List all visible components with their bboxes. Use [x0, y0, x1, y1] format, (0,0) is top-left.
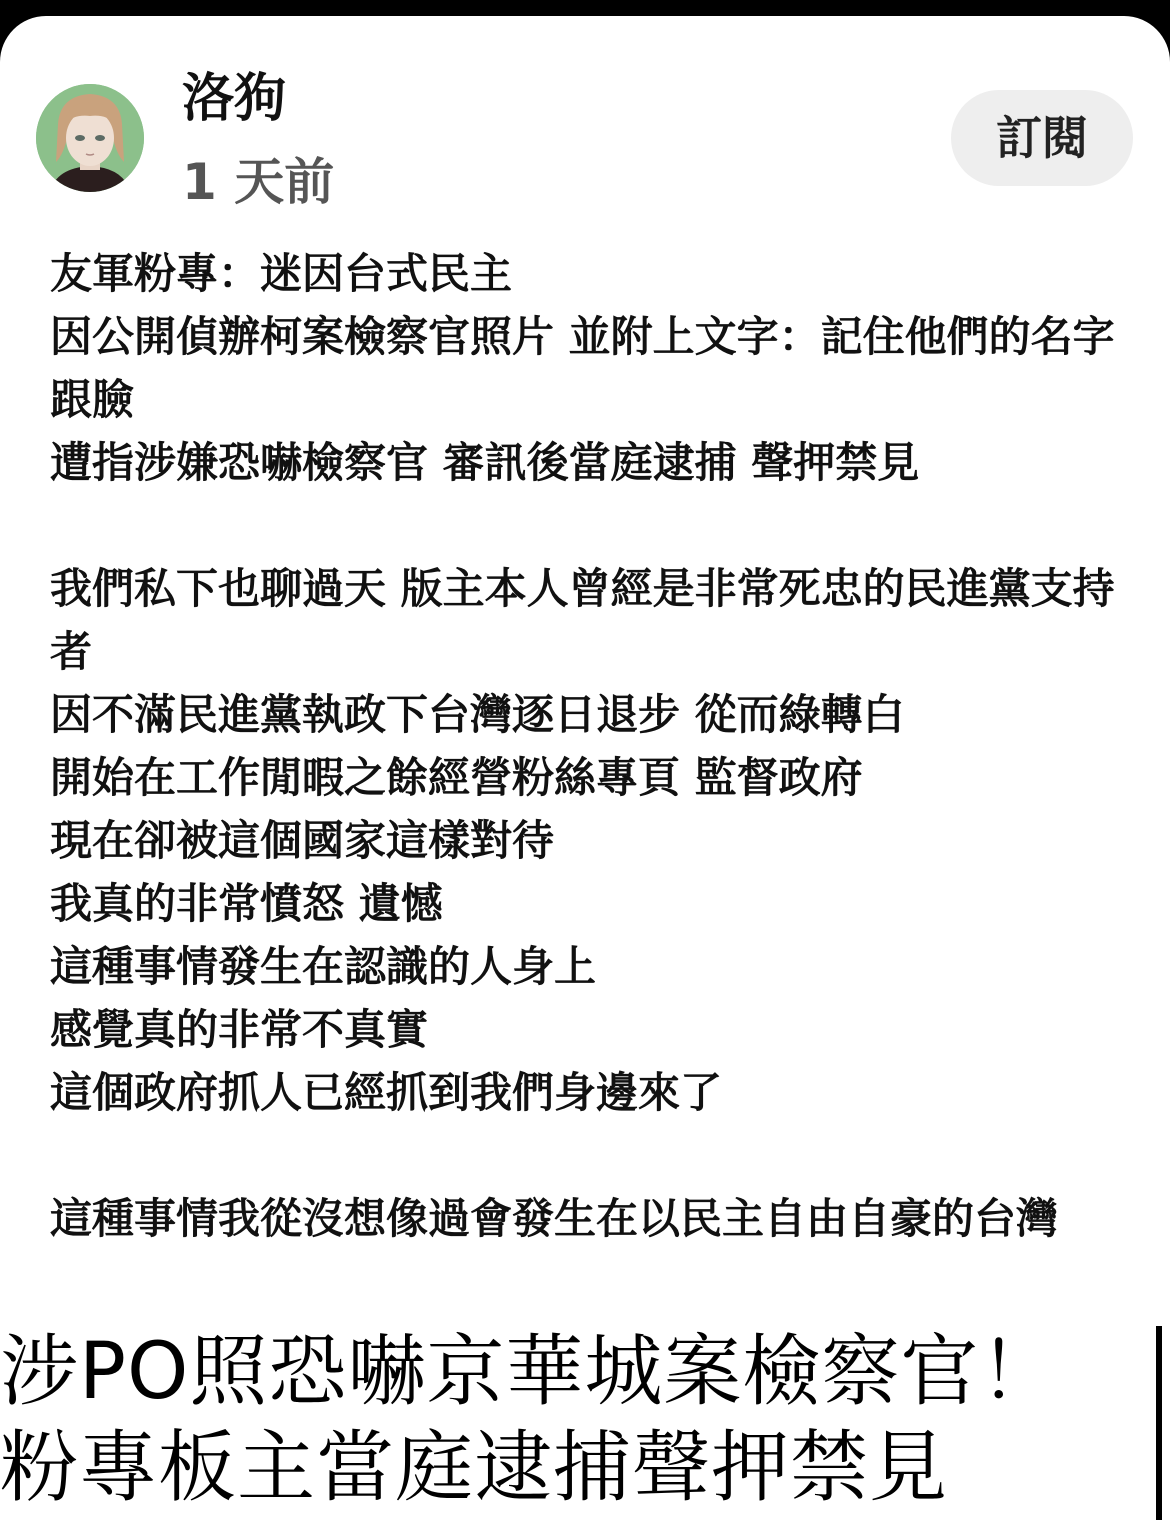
author-name[interactable]: 洛狗: [182, 69, 287, 129]
avatar-image: [36, 84, 144, 192]
avatar[interactable]: [36, 84, 144, 192]
edge-divider: [1156, 1326, 1162, 1520]
post-line: 我真的非常憤怒 遺憾: [50, 879, 443, 928]
post-line: 因公開偵辦柯案檢察官照片 並附上文字：記住他們的名字跟臉: [50, 312, 1115, 424]
post-line: 這種事情我從沒想像過會發生在以民主自由自豪的台灣: [50, 1194, 1059, 1243]
post-line: 現在卻被這個國家這樣對待: [50, 816, 555, 865]
post-body: [50, 242, 1130, 1250]
post-card: [0, 16, 1170, 1520]
paragraph-spacer: [50, 1124, 1130, 1187]
post-timestamp: 1 天前: [182, 153, 335, 211]
paragraph-spacer: [50, 494, 1130, 557]
post-line: 遭指涉嫌恐嚇檢察官 審訊後當庭逮捕 聲押禁見: [50, 438, 920, 487]
post-line: 友軍粉專：迷因台式民主: [50, 249, 513, 298]
post-line: 開始在工作閒暇之餘經營粉絲專頁 監督政府: [50, 753, 863, 802]
caption-headline-line-1: 涉PO照恐嚇京華城案檢察官！: [0, 1327, 1059, 1417]
caption-headline-line-2: 粉專板主當庭逮捕聲押禁見: [0, 1423, 949, 1513]
post-line: 感覺真的非常不真實: [50, 1005, 429, 1054]
post-line: 因不滿民進黨執政下台灣逐日退步 從而綠轉白: [50, 690, 905, 739]
post-line: 這種事情發生在認識的人身上: [50, 942, 597, 991]
post-line: 我們私下也聊過天 版主本人曾經是非常死忠的民進黨支持者: [50, 564, 1115, 676]
subscribe-button[interactable]: 訂閱: [951, 90, 1133, 186]
post-line: 這個政府抓人已經抓到我們身邊來了: [50, 1068, 723, 1117]
